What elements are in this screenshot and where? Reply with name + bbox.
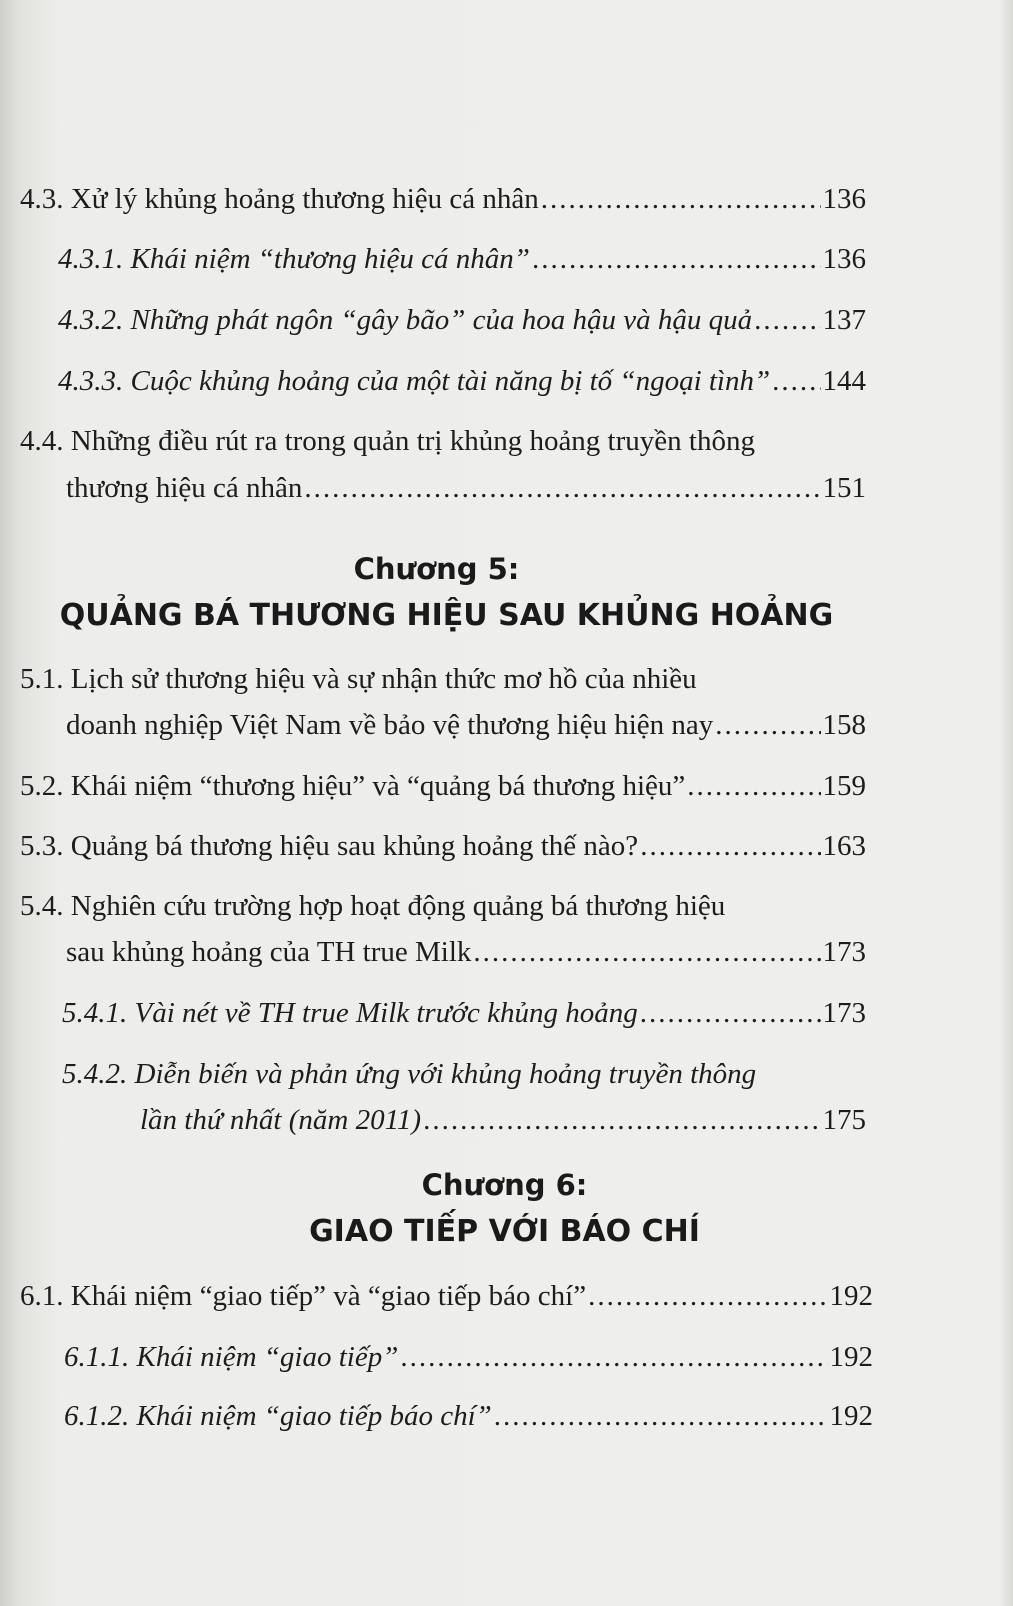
- toc-entry-5-4: [66, 929, 866, 975]
- toc-entry-page: 144: [822, 365, 866, 397]
- toc-entry-4-3-2: [58, 297, 866, 343]
- toc-entry-page: 137: [822, 304, 866, 336]
- toc-entry-title: 6.1.2. Khái niệm “giao tiếp báo chí”: [64, 1400, 492, 1432]
- dot-leader: [772, 358, 820, 404]
- toc-entry-page: 158: [822, 709, 866, 741]
- toc-entry-title: 6.1. Khái niệm “giao tiếp” và “giao tiếp báo chí”: [20, 1280, 587, 1312]
- chapter-6-label: Chương 6:: [421, 1168, 588, 1202]
- toc-entry-5-1: [66, 702, 866, 748]
- toc-entry-title: 5.3. Quảng bá thương hiệu sau khủng hoảng thế nào?: [20, 830, 639, 862]
- toc-entry-6-1-2: [64, 1393, 873, 1439]
- toc-entry-5-4-1: [62, 990, 866, 1036]
- toc-entry-title: 4.3.2. Những phát ngôn “gây bão” của hoa hậu và hậu quả: [58, 304, 753, 336]
- dot-leader: [687, 763, 820, 809]
- toc-entry-4-4: [66, 465, 866, 511]
- toc-entry-page: 136: [822, 183, 866, 215]
- toc-entry-page: 173: [822, 997, 866, 1029]
- toc-entry-title: 5.2. Khái niệm “thương hiệu” và “quảng bá thương hiệu”: [20, 770, 686, 802]
- toc-entry-title: thương hiệu cá nhân: [66, 472, 303, 504]
- toc-entry-title: 4.3.1. Khái niệm “thương hiệu cá nhân”: [58, 243, 530, 275]
- toc-entry-page: 136: [822, 243, 866, 275]
- toc-entry-title: 4.3. Xử lý khủng hoảng thương hiệu cá nhân: [20, 183, 539, 215]
- toc-entry-4-3-3: [58, 358, 866, 404]
- dot-leader: [715, 702, 820, 748]
- toc-entry-page: 192: [829, 1341, 873, 1373]
- toc-entry-4-3: [20, 176, 866, 222]
- toc-entry-page: 151: [822, 472, 866, 504]
- toc-entry-5-2: [20, 763, 866, 809]
- toc-entry-page: 192: [829, 1400, 873, 1432]
- toc-entry-6-1-1: [64, 1334, 873, 1380]
- dot-leader: [588, 1273, 827, 1319]
- toc-entry-5-4-2: [140, 1097, 866, 1143]
- toc-entry-4-4-line1: 4.4. Những điều rút ra trong quản trị khủng hoảng truyền thông: [20, 425, 755, 457]
- toc-entry-5-4-line1: 5.4. Nghiên cứu trường hợp hoạt động quảng bá thương hiệu: [20, 890, 726, 922]
- toc-entry-title: 6.1.1. Khái niệm “giao tiếp”: [64, 1341, 399, 1373]
- dot-leader: [640, 990, 821, 1036]
- toc-entry-title: lần thứ nhất (năm 2011): [140, 1104, 422, 1136]
- dot-leader: [541, 176, 821, 222]
- toc-entry-page: 173: [822, 936, 866, 968]
- toc-entry-title: doanh nghiệp Việt Nam về bảo vệ thương hiệu hiện nay: [66, 709, 714, 741]
- chapter-5-label: Chương 5:: [353, 552, 520, 586]
- dot-leader: [304, 465, 820, 511]
- toc-entry-5-1-line1: 5.1. Lịch sử thương hiệu và sự nhận thức mơ hồ của nhiều: [20, 663, 697, 695]
- dot-leader: [640, 823, 820, 869]
- dot-leader: [400, 1334, 827, 1380]
- dot-leader: [473, 929, 820, 975]
- toc-entry-title: 5.4.1. Vài nét về TH true Milk trước khủng hoảng: [62, 997, 638, 1029]
- dot-leader: [494, 1393, 828, 1439]
- toc-entry-title: 4.3.3. Cuộc khủng hoảng của một tài năng bị tố “ngoại tình”: [58, 365, 771, 397]
- toc-entry-page: 175: [822, 1104, 866, 1136]
- toc-entry-page: 159: [822, 770, 866, 802]
- toc-entry-title: sau khủng hoảng của TH true Milk: [66, 936, 472, 968]
- toc-entry-6-1: [20, 1273, 873, 1319]
- toc-entry-5-4-2-line1: 5.4.2. Diễn biến và phản ứng với khủng hoảng truyền thông: [62, 1058, 757, 1090]
- chapter-6-title: GIAO TIẾP VỚI BÁO CHÍ: [309, 1214, 700, 1249]
- dot-leader: [532, 236, 821, 282]
- chapter-5-title: QUẢNG BÁ THƯƠNG HIỆU SAU KHỦNG HOẢNG: [59, 598, 834, 633]
- toc-entry-5-3: [20, 823, 866, 869]
- dot-leader: [423, 1097, 820, 1143]
- toc-entry-page: 192: [829, 1280, 873, 1312]
- toc-entry-page: 163: [822, 830, 866, 862]
- toc-entry-4-3-1: [58, 236, 866, 282]
- dot-leader: [754, 297, 820, 343]
